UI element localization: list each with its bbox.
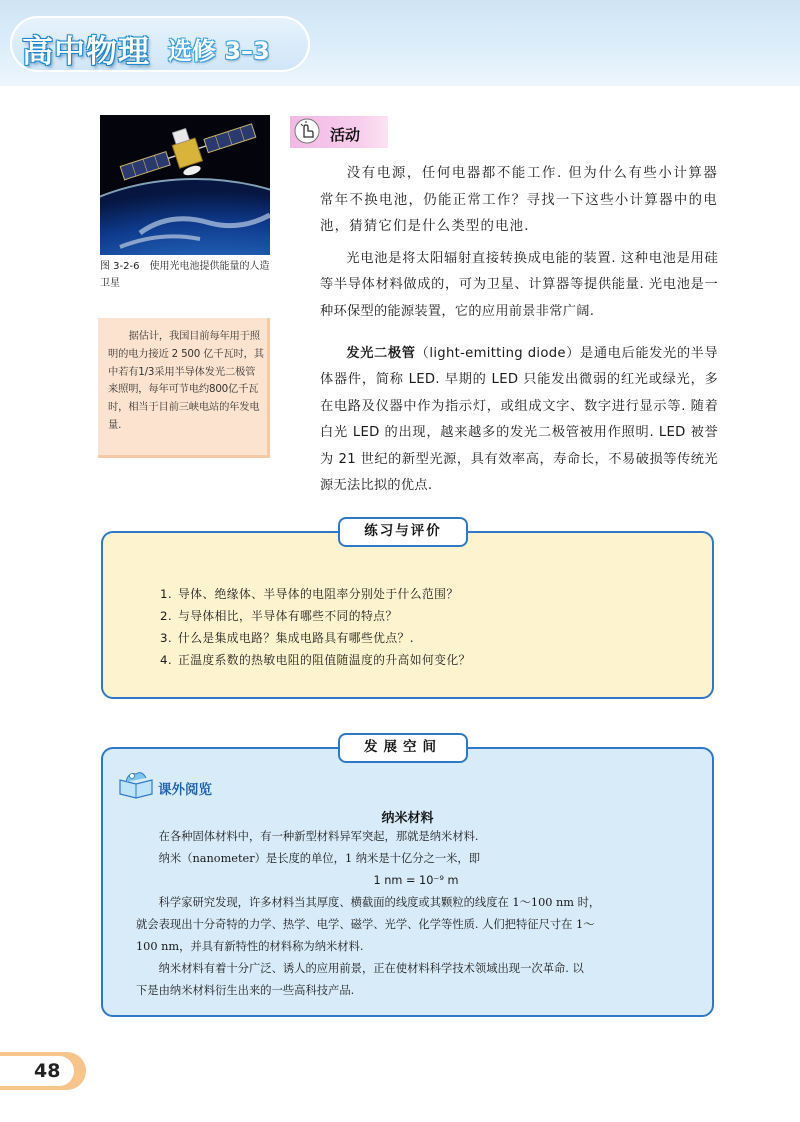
led-term: 发光二极管 xyxy=(346,346,416,361)
list-item xyxy=(160,627,700,649)
side-note xyxy=(98,318,270,458)
reading-label: 课外阅览 xyxy=(158,782,212,798)
list-item xyxy=(160,583,700,605)
item-text: 正温度系数的热敏电阻的阻值随温度的升高如何变化？ xyxy=(178,653,471,667)
exercise-list xyxy=(160,583,700,671)
figure-caption: 图 3-2-6 使用光电池提供能量的人造卫星 xyxy=(100,261,270,289)
exercise-tab: 练习与评价 xyxy=(338,517,468,547)
satellite-image xyxy=(100,115,270,255)
item-text: 什么是集成电路？集成电路具有哪些优点？. xyxy=(178,631,414,645)
item-text: 导体、绝缘体、半导体的电阻率分别处于什么范围？ xyxy=(178,587,459,601)
photocell-paragraph: 光电池是将太阳辐射直接转换成电能的装置. 这种电池是用硅等半导体材料做成的，可为卫星、计算器等提供能量. 光电池是一种环保型的能源装置，它的应用前景非常广阔. xyxy=(320,251,718,319)
reading-line: 纳米（nanometer）是长度的单位，1 纳米是十亿分之一米，即 xyxy=(158,852,481,865)
list-item xyxy=(160,605,700,627)
led-paragraph xyxy=(320,341,718,499)
reading-line: 100 nm，并具有新特性的材料称为纳米材料. xyxy=(136,940,364,953)
hand-pointer-icon xyxy=(293,117,321,145)
side-note-text: 据估计，我国目前每年用于照明的电力接近 2 500 亿千瓦时，其中若有1/3采用半导体发光二极管来照明，每年可节电约800亿千瓦时，相当于目前三峡电站的年发电量. xyxy=(108,330,264,431)
reading-line: 纳米材料有着十分广泛、诱人的应用前景，正在使材料科学技术领域出现一次革命. 以 xyxy=(158,962,584,975)
formula: 1 nm = 10⁻⁹ m xyxy=(373,874,459,887)
activity-text: 没有电源，任何电器都不能工作. 但为什么有些小计算器常年不换电池，仍能正常工作？寻找一下这些小计算器中的电池，猜猜它们是什么类型的电池. xyxy=(320,166,718,234)
reading-line: 科学家研究发现，许多材料当其厚度、横截面的线度或其颗粒的线度在 1～100 nm 时， xyxy=(158,896,601,909)
item-text: 与导体相比，半导体有哪些不同的特点？ xyxy=(178,609,398,623)
item-number: 2. xyxy=(160,609,173,623)
book-subtitle: 选修 3–3 xyxy=(168,37,270,65)
book-title: 高中物理 xyxy=(22,34,150,70)
development-tab: 发展空间 xyxy=(338,733,468,763)
reading-line: 就会表现出十分奇特的力学、热学、电学、磁学、光学、化学等性质. 人们把特征尺寸在 1～ xyxy=(136,918,595,931)
item-number: 4. xyxy=(160,653,173,667)
open-book-icon xyxy=(116,768,156,802)
reading-line: 在各种固体材料中，有一种新型材料异军突起，那就是纳米材料. xyxy=(158,830,479,843)
list-item xyxy=(160,649,700,671)
activity-label: 活动 xyxy=(330,126,361,144)
item-number: 3. xyxy=(160,631,173,645)
page-number: 48 xyxy=(34,1060,61,1082)
item-number: 1. xyxy=(160,587,173,601)
led-text: （light-emitting diode）是通电后能发光的半导体器件，简称 LED. 早期的 LED 只能发出微弱的红光或绿光，多在电路及仪器中作为指示灯，或组成文字、数字进行显示等. 随着白光 LED 的出现，越来越多的发光二极管被用作照明. LED 被誉为 21 世纪的新型光源，具有效率高，寿命长，不易破损等传统光源无法比拟的优点. xyxy=(320,346,718,494)
section-title: 纳米材料 xyxy=(381,811,434,826)
reading-line: 下是由纳米材料衍生出来的一些高科技产品. xyxy=(136,984,355,997)
